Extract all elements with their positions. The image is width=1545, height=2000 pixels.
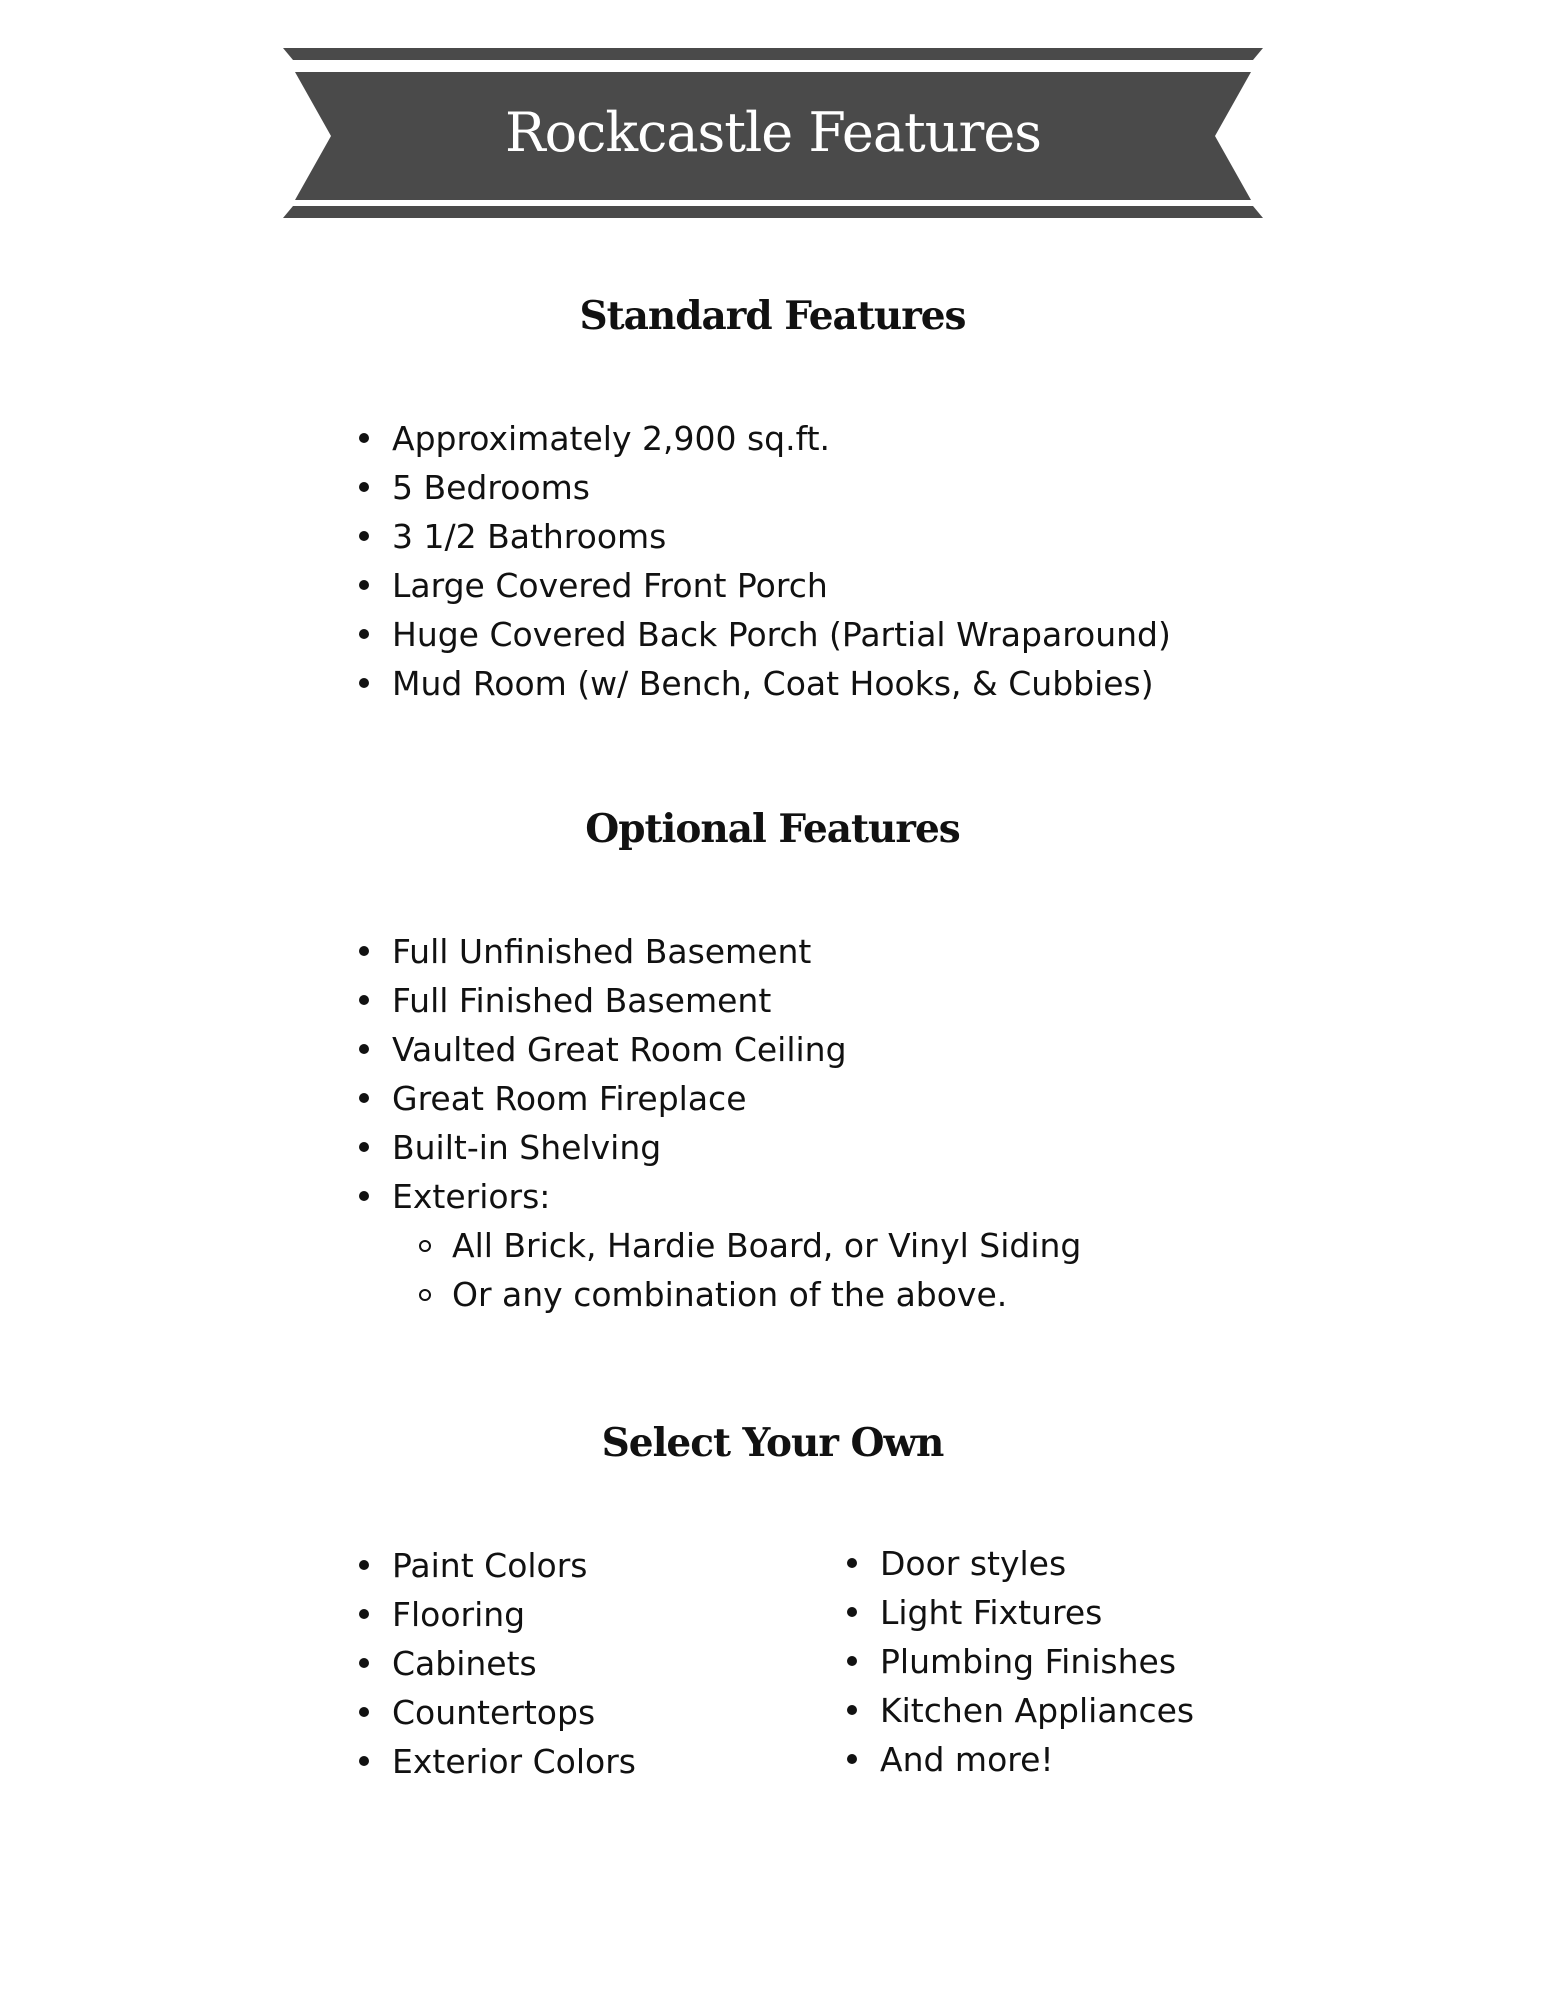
select-left-list — [392, 1541, 636, 1786]
list-item — [392, 659, 1171, 708]
list-item — [392, 463, 1171, 512]
list-item — [880, 1588, 1194, 1637]
page-title: Rockcastle Features — [504, 101, 1041, 164]
bullet-icon — [359, 531, 369, 541]
list-item — [392, 1541, 636, 1590]
optional-features-heading: Optional Features — [585, 806, 960, 852]
bullet-icon — [359, 580, 369, 590]
bullet-icon — [359, 1191, 369, 1201]
exteriors-sublist — [452, 1221, 1081, 1319]
list-item-text: Large Covered Front Porch — [392, 566, 828, 605]
list-item-text: Approximately 2,900 sq.ft. — [392, 419, 831, 458]
list-item — [392, 976, 847, 1025]
list-item-text: Door styles — [880, 1544, 1067, 1583]
hollow-bullet-icon — [419, 1240, 431, 1252]
list-item — [880, 1735, 1194, 1784]
sub-list-item — [452, 1221, 1081, 1270]
bullet-icon — [847, 1705, 857, 1715]
bullet-icon — [847, 1754, 857, 1764]
list-item — [880, 1686, 1194, 1735]
list-item-text: Light Fixtures — [880, 1593, 1103, 1632]
list-item — [392, 1590, 636, 1639]
bullet-icon — [359, 946, 369, 956]
list-item — [392, 610, 1171, 659]
select-right-list — [880, 1539, 1194, 1784]
bullet-icon — [847, 1656, 857, 1666]
list-item — [392, 1074, 847, 1123]
list-item-text: Vaulted Great Room Ceiling — [392, 1030, 847, 1069]
bullet-icon — [359, 433, 369, 443]
list-item-text: Great Room Fireplace — [392, 1079, 747, 1118]
bullet-icon — [847, 1607, 857, 1617]
bullet-icon — [359, 1658, 369, 1668]
title-banner — [283, 48, 1263, 218]
standard-features-heading: Standard Features — [579, 293, 966, 339]
sub-list-item — [452, 1270, 1081, 1319]
list-item-text: Or any combination of the above. — [452, 1275, 1008, 1314]
bullet-icon — [359, 629, 369, 639]
bullet-icon — [359, 1707, 369, 1717]
hollow-bullet-icon — [419, 1289, 431, 1301]
bullet-icon — [359, 482, 369, 492]
list-item-text: Full Unfinished Basement — [392, 932, 812, 971]
list-item — [392, 1737, 636, 1786]
bullet-icon — [847, 1558, 857, 1568]
bullet-icon — [359, 995, 369, 1005]
list-item-text: Kitchen Appliances — [880, 1691, 1195, 1730]
list-item — [392, 927, 847, 976]
list-item-text: Flooring — [392, 1595, 526, 1634]
list-item-text: Exterior Colors — [392, 1742, 636, 1781]
list-item — [880, 1539, 1194, 1588]
list-item-text: Huge Covered Back Porch (Partial Wraparound) — [392, 615, 1171, 654]
list-item-text: Exteriors: — [392, 1177, 551, 1216]
list-item-text: 5 Bedrooms — [392, 468, 590, 507]
list-item — [392, 1172, 847, 1221]
list-item-text: Cabinets — [392, 1644, 537, 1683]
list-item — [392, 561, 1171, 610]
list-item-text: Mud Room (w/ Bench, Coat Hooks, & Cubbies) — [392, 664, 1154, 703]
list-item-text: Built-in Shelving — [392, 1128, 662, 1167]
list-item-text: And more! — [880, 1740, 1054, 1779]
list-item-text: Plumbing Finishes — [880, 1642, 1177, 1681]
bullet-icon — [359, 1609, 369, 1619]
list-item — [392, 1688, 636, 1737]
bullet-icon — [359, 1044, 369, 1054]
list-item-text: 3 1/2 Bathrooms — [392, 517, 667, 556]
bullet-icon — [359, 1142, 369, 1152]
bullet-icon — [359, 1756, 369, 1766]
list-item — [392, 1639, 636, 1688]
bullet-icon — [359, 1560, 369, 1570]
list-item — [392, 512, 1171, 561]
list-item-text: All Brick, Hardie Board, or Vinyl Siding — [452, 1226, 1082, 1265]
list-item-text: Countertops — [392, 1693, 596, 1732]
bullet-icon — [359, 678, 369, 688]
list-item — [880, 1637, 1194, 1686]
optional-features-list — [392, 927, 847, 1221]
list-item — [392, 414, 1171, 463]
list-item — [392, 1025, 847, 1074]
list-item — [392, 1123, 847, 1172]
standard-features-list — [392, 414, 1171, 708]
list-item-text: Full Finished Basement — [392, 981, 772, 1020]
select-your-own-heading: Select Your Own — [601, 1420, 944, 1466]
list-item-text: Paint Colors — [392, 1546, 588, 1585]
bullet-icon — [359, 1093, 369, 1103]
